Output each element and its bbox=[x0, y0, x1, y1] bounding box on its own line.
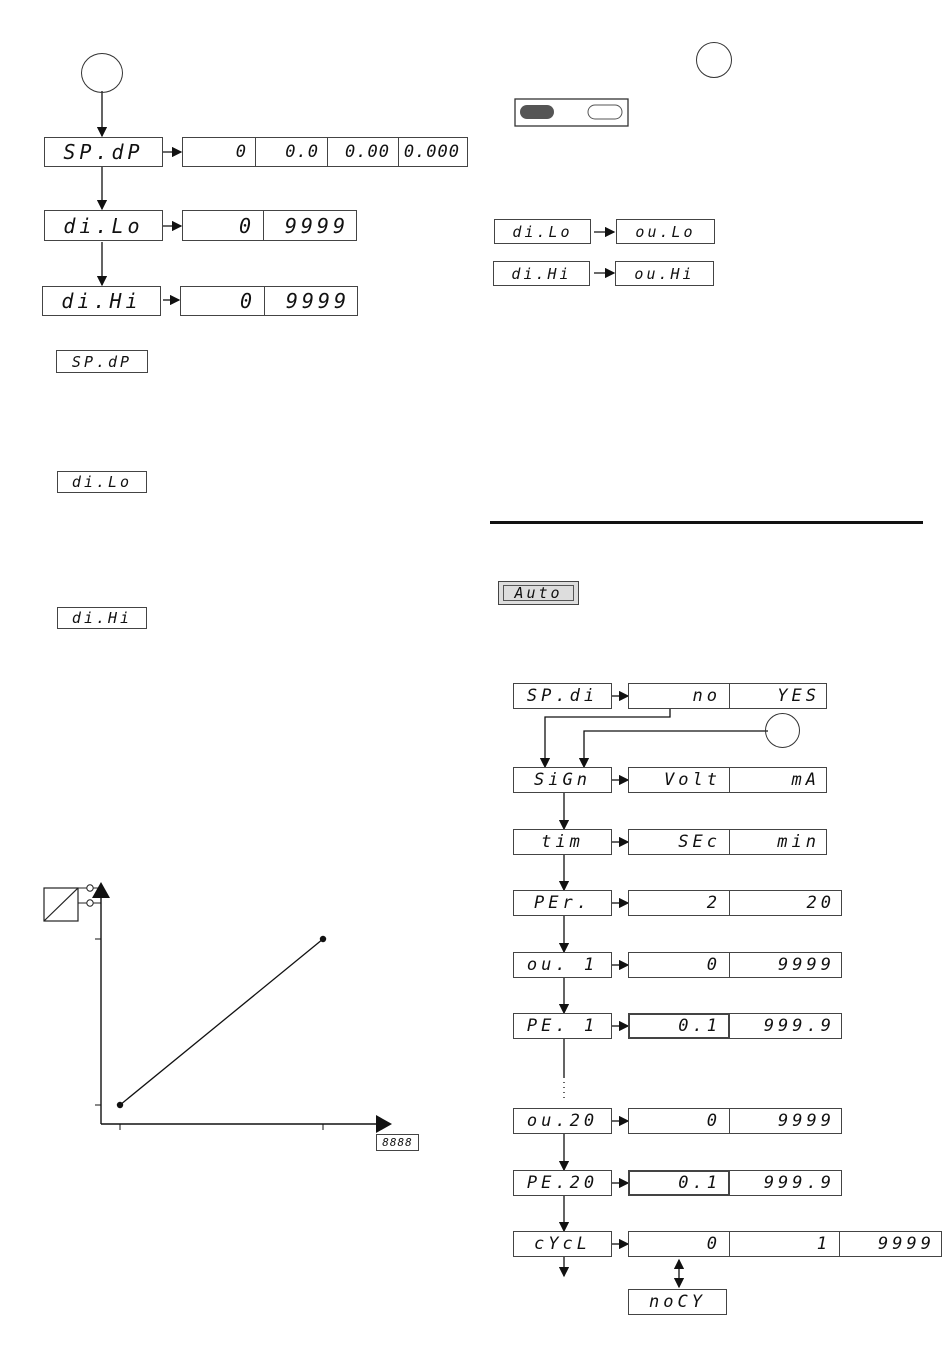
option-value: min bbox=[729, 830, 828, 854]
map-from-di-Lo bbox=[494, 219, 591, 244]
chart-point-high bbox=[320, 936, 326, 942]
chart-x-display-label: 8888 bbox=[382, 1136, 413, 1149]
flow-options-0 bbox=[628, 683, 827, 709]
option-value: 9999 bbox=[264, 287, 358, 315]
option-value: 0 bbox=[706, 1111, 721, 1131]
option-value: 0.1 bbox=[629, 1014, 729, 1038]
map-label: ou.Lo bbox=[635, 222, 696, 241]
flow-param-2 bbox=[513, 829, 612, 855]
map-label: di.Lo bbox=[512, 222, 573, 241]
param-label: di.Lo bbox=[63, 213, 144, 238]
param-label: PEr. bbox=[534, 893, 591, 913]
param-label: ou.20 bbox=[526, 1111, 599, 1131]
option-value: 0 bbox=[238, 213, 255, 238]
map-label: di.Hi bbox=[511, 264, 572, 283]
flow-param-0 bbox=[513, 683, 612, 709]
flow-param-3 bbox=[513, 890, 612, 916]
flow-param-8 bbox=[513, 1231, 612, 1257]
param-label: SP.dP bbox=[63, 140, 144, 164]
param-label: tim bbox=[541, 832, 584, 852]
option-value: 20 bbox=[729, 891, 843, 915]
map-from-di-Hi bbox=[493, 261, 590, 286]
flow-options-1 bbox=[628, 767, 827, 793]
option-value: 2 bbox=[706, 893, 721, 913]
flow-options-4 bbox=[628, 952, 842, 978]
legend-di-Hi bbox=[57, 607, 147, 629]
flow-options-5 bbox=[628, 1013, 842, 1039]
auto-label: Auto bbox=[514, 584, 563, 602]
param-label: PE. 1 bbox=[526, 1016, 599, 1036]
flow-options-3 bbox=[628, 890, 842, 916]
chart-series-line bbox=[120, 939, 323, 1105]
param-SP-dP bbox=[44, 137, 163, 167]
option-value: 9999 bbox=[839, 1232, 943, 1256]
option-value: 999.9 bbox=[729, 1014, 843, 1038]
flow-options-6 bbox=[628, 1108, 842, 1134]
param-di-Hi bbox=[42, 286, 161, 316]
options-SP-dP bbox=[182, 137, 468, 167]
param-noCY bbox=[628, 1289, 727, 1315]
legend-di-Lo bbox=[57, 471, 147, 493]
option-value: 0 bbox=[239, 289, 256, 313]
param-label: di.Hi bbox=[61, 289, 142, 313]
connector-circle-left bbox=[81, 53, 123, 93]
flow-param-5 bbox=[513, 1013, 612, 1039]
param-label: noCY bbox=[649, 1292, 706, 1312]
flow-param-4 bbox=[513, 952, 612, 978]
option-value: 0 bbox=[706, 955, 721, 975]
map-label: ou.Hi bbox=[634, 264, 695, 283]
flow-param-1 bbox=[513, 767, 612, 793]
option-value: 9999 bbox=[729, 1109, 843, 1133]
option-value: SEc bbox=[678, 832, 721, 852]
auto-mode-label bbox=[498, 581, 579, 605]
param-label: ou. 1 bbox=[526, 955, 599, 975]
flow-options-2 bbox=[628, 829, 827, 855]
option-value: Volt bbox=[664, 770, 721, 790]
section-divider bbox=[490, 521, 923, 524]
option-value: 0 bbox=[706, 1234, 721, 1254]
options-di-Lo bbox=[182, 210, 357, 241]
option-value: 9999 bbox=[263, 211, 357, 240]
option-value: 0.0 bbox=[255, 138, 327, 166]
legend-label: di.Hi bbox=[71, 609, 133, 627]
connector-circle-flow bbox=[765, 713, 800, 748]
options-di-Hi bbox=[180, 286, 358, 316]
scaling-chart bbox=[44, 882, 392, 1133]
legend-label: SP.dP bbox=[71, 352, 133, 371]
option-value: 999.9 bbox=[729, 1171, 843, 1195]
param-label: PE.20 bbox=[526, 1173, 599, 1193]
option-value: mA bbox=[729, 768, 828, 792]
chart-x-display bbox=[376, 1134, 419, 1151]
option-value: 9999 bbox=[729, 953, 843, 977]
flow-options-8 bbox=[628, 1231, 942, 1257]
legend-label: di.Lo bbox=[71, 473, 133, 491]
flow-options-7 bbox=[628, 1170, 842, 1196]
chart-point-low bbox=[117, 1102, 123, 1108]
param-label: SP.di bbox=[526, 686, 599, 706]
param-label: cYcL bbox=[534, 1234, 591, 1254]
option-value: 0.00 bbox=[327, 138, 398, 166]
map-to-ou-Lo bbox=[616, 219, 715, 244]
option-value: 0 bbox=[235, 142, 247, 162]
option-value: 0.000 bbox=[398, 138, 468, 166]
option-value: 0.1 bbox=[629, 1171, 729, 1195]
connector-circle-top-right bbox=[696, 42, 732, 78]
flow-param-6 bbox=[513, 1108, 612, 1134]
map-to-ou-Hi bbox=[615, 261, 714, 286]
option-value: no bbox=[692, 686, 721, 706]
flow-param-7 bbox=[513, 1170, 612, 1196]
legend-SP-dP bbox=[56, 350, 148, 373]
param-label: SiGn bbox=[534, 770, 591, 790]
param-di-Lo bbox=[44, 210, 163, 241]
option-value: YES bbox=[729, 684, 828, 708]
toggle-switch-icon bbox=[515, 99, 628, 126]
option-value: 1 bbox=[729, 1232, 839, 1256]
